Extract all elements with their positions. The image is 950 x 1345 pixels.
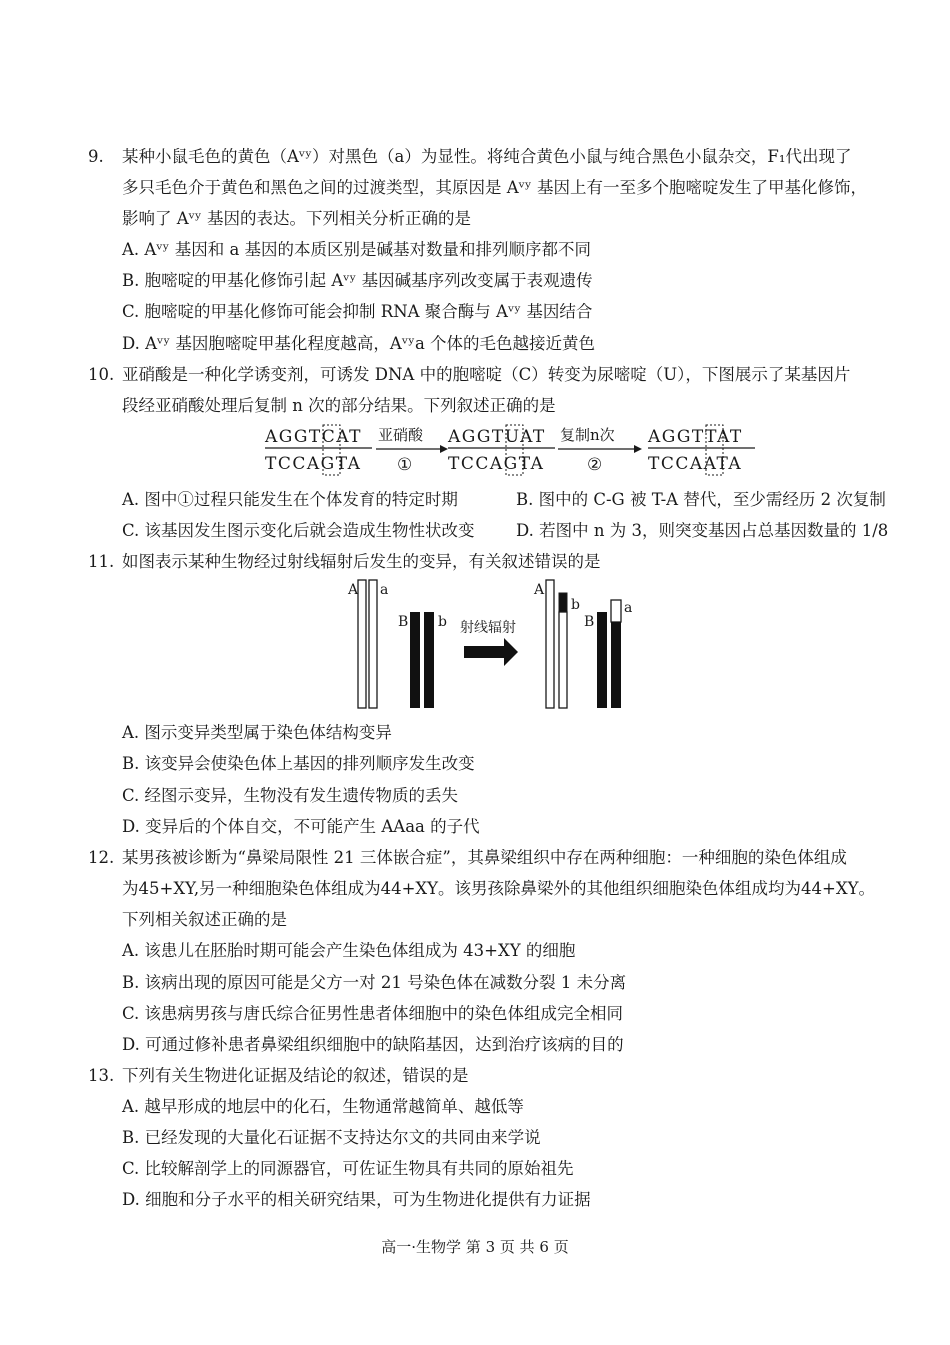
option-b: B. 图中的 C-G 被 T-A 替代，至少需经历 2 次复制	[516, 490, 886, 509]
chromosome-A-mutated	[546, 580, 554, 708]
page-footer: 高一·生物学 第 3 页 共 6 页	[381, 1238, 569, 1256]
option-d: D. 细胞和分子水平的相关研究结果，可为生物进化提供有力证据	[122, 1190, 591, 1209]
chromosome-B	[410, 612, 420, 708]
option-d: D. 若图中 n 为 3，则突变基因占总基因数量的 1/8	[516, 521, 889, 540]
option-a: A. 图示变异类型属于染色体结构变异	[122, 723, 392, 742]
chromosome-b-mutated	[611, 622, 621, 708]
option-c: C. 胞嘧啶的甲基化修饰可能会抑制 RNA 聚合酶与 Aᵛʸ 基因结合	[122, 302, 593, 321]
label-A2: A	[534, 582, 545, 598]
label-B: B	[398, 614, 409, 630]
question-number: 12.	[88, 848, 115, 867]
strand-bottom-2: TCCAGTA	[448, 454, 545, 474]
chromosome-B-mutated	[597, 612, 607, 708]
chromosome-A-partner	[559, 612, 567, 708]
question-text: 为45+XY,另一种细胞染色体组成为44+XY。该男孩除鼻梁外的其他组织细胞染色体组成均为44+XY。	[122, 879, 875, 898]
option-b: B. 已经发现的大量化石证据不支持达尔文的共同由来学说	[122, 1128, 541, 1147]
option-c: C. 经图示变异，生物没有发生遗传物质的丢失	[122, 786, 459, 805]
label-B2: B	[584, 614, 595, 630]
label-a2: a	[624, 600, 633, 616]
strand-bottom-1: TCCAGTA	[265, 454, 362, 474]
label-A: A	[348, 582, 359, 598]
label-b2: b	[571, 597, 580, 613]
option-a: A. 图中①过程只能发生在个体发育的特定时期	[122, 490, 458, 509]
option-d: D. 变异后的个体自交，不可能产生 AAaa 的子代	[122, 817, 480, 836]
question-text: 下列相关叙述正确的是	[122, 910, 287, 929]
question-text: 如图表示某种生物经过射线辐射后发生的变异，有关叙述错误的是	[122, 552, 601, 571]
chromosome-A	[358, 580, 366, 708]
option-b: B. 该变异会使染色体上基因的排列顺序发生改变	[122, 754, 475, 773]
mutation-diagram	[260, 420, 760, 482]
question-number: 13.	[88, 1066, 115, 1085]
step-1-marker: ①	[397, 455, 413, 475]
question-text: 下列有关生物进化证据及结论的叙述，错误的是	[122, 1066, 469, 1085]
radiation-label: 射线辐射	[460, 620, 516, 636]
step-2-marker: ②	[587, 455, 603, 475]
question-text: 亚硝酸是一种化学诱变剂，可诱发 DNA 中的胞嘧啶（C）转变为尿嘧啶（U），下图展示了某基因片	[122, 365, 851, 384]
arrow-label-2: 复制n次	[560, 426, 615, 444]
option-a: A. 该患儿在胚胎时期可能会产生染色体组成为 43+XY 的细胞	[122, 941, 576, 960]
chromosome-a-fragment	[611, 600, 621, 622]
option-d: D. 可通过修补患者鼻梁组织细胞中的缺陷基因，达到治疗该病的目的	[122, 1035, 624, 1054]
option-c: C. 该基因发生图示变化后就会造成生物性状改变	[122, 521, 475, 540]
option-c: C. 该患病男孩与唐氏综合征男性患者体细胞中的染色体组成完全相同	[122, 1004, 624, 1023]
question-text: 多只毛色介于黄色和黑色之间的过渡类型，其原因是 Aᵛʸ 基因上有一至多个胞嘧啶发生了甲基化修饰，	[122, 178, 868, 197]
question-text: 某种小鼠毛色的黄色（Aᵛʸ）对黑色（a）为显性。将纯合黄色小鼠与纯合黑色小鼠杂交，F₁代出现了	[122, 147, 852, 166]
chromosome-b	[424, 612, 434, 708]
question-number: 10.	[88, 365, 115, 384]
question-text: 某男孩被诊断为“鼻梁局限性 21 三体嵌合症”，其鼻梁组织中存在两种细胞：一种细胞的染色体组成	[122, 848, 847, 867]
question-text: 段经亚硝酸处理后复制 n 次的部分结果。下列叙述正确的是	[122, 396, 556, 415]
chromosome-b-fragment	[559, 593, 567, 612]
question-number: 11.	[88, 552, 115, 571]
question-text: 影响了 Aᵛʸ 基因的表达。下列相关分析正确的是	[122, 209, 472, 228]
option-b: B. 胞嘧啶的甲基化修饰引起 Aᵛʸ 基因碱基序列改变属于表观遗传	[122, 271, 593, 290]
strand-top-3: AGGTTAT	[648, 427, 743, 447]
label-a: a	[380, 582, 389, 598]
chromosome-a	[369, 580, 377, 708]
label-b: b	[438, 614, 447, 630]
question-number: 9.	[88, 147, 104, 166]
option-b: B. 该病出现的原因可能是父方一对 21 号染色体在减数分裂 1 未分离	[122, 973, 627, 992]
option-d: D. Aᵛʸ 基因胞嘧啶甲基化程度越高，Aᵛʸa 个体的毛色越接近黄色	[122, 334, 596, 353]
option-a: A. Aᵛʸ 基因和 a 基因的本质区别是碱基对数量和排列顺序都不同	[122, 240, 592, 259]
chromosome-diagram	[340, 576, 640, 712]
strand-top-2: AGGTUAT	[448, 427, 546, 447]
arrow-label-1: 亚硝酸	[378, 426, 424, 444]
strand-top-1: AGGTCAT	[265, 427, 362, 447]
option-a: A. 越早形成的地层中的化石，生物通常越简单、越低等	[122, 1097, 524, 1116]
option-c: C. 比较解剖学上的同源器官，可佐证生物具有共同的原始祖先	[122, 1159, 574, 1178]
arrow-shape	[464, 638, 518, 666]
strand-bottom-3: TCCAATA	[648, 454, 743, 474]
